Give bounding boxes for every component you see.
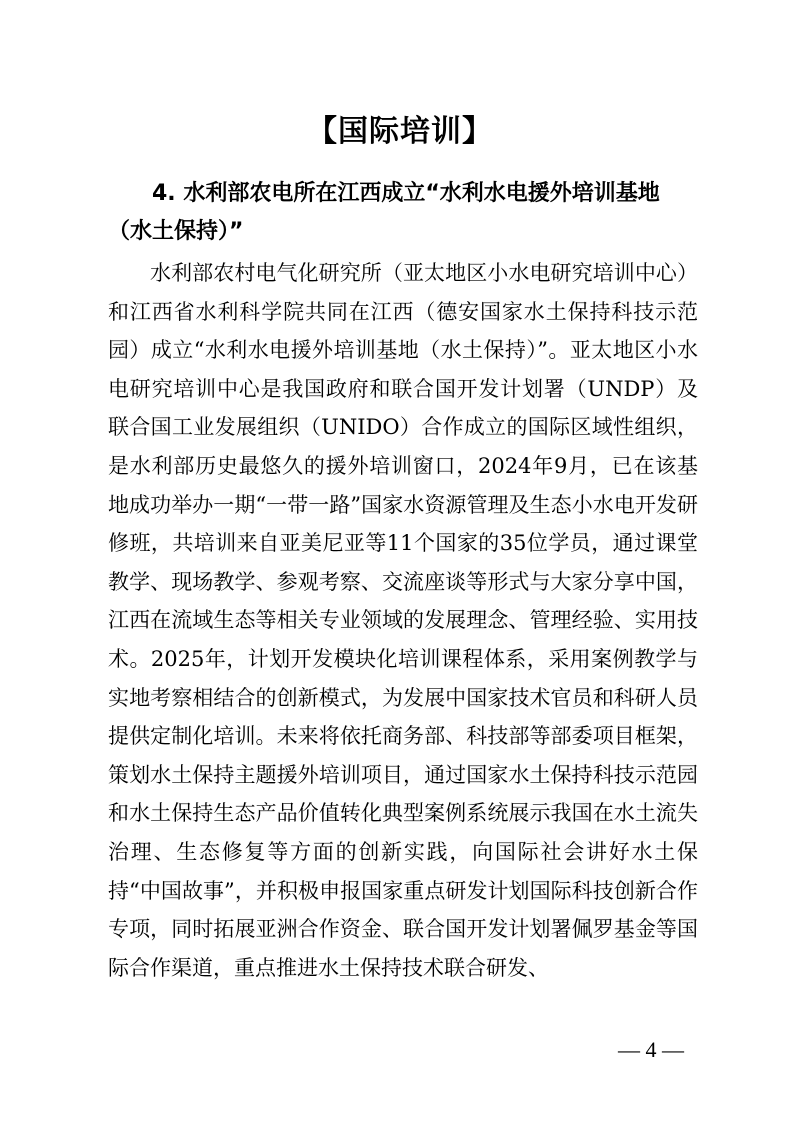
article-body: 水利部农村电气化研究所（亚太地区小水电研究培训中心）和江西省水利科学院共同在江西（德安国家水土保持科技示范园）成立“水利水电援外培训基地（水土保持）”。亚太地区小水电研究培训中心是我国政府和联合国开发计划署（UNDP）及联合国工业发展组织（UNIDO）合作成立的国际区域性组织，是水利部历史最悠久的援外培训窗口，2024年9月，已在该基地成功举办一期“一带一路”国家水资源管理及生态小水电开发研修班，共培训来自亚美尼亚等11个国家的35位学员，通过课堂教学、现场教学、参观考察、交流座谈等形式与大家分享中国，江西在流域生态等相关专业领域的发展理念、管理经验、实用技术。2025年，计划开发模块化培训课程体系，采用案例教学与实地考察相结合的创新模式，为发展中国家技术官员和科研人员提供定制化培训。未来将依托商务部、科技部等部委项目框架，策划水土保持主题援外培训项目，通过国家水土保持科技示范园和水土保持生态产品价值转化典型案例系统展示我国在水土流失治理、生态修复等方面的创新实践，向国际社会讲好水土保持“中国故事”，并积极申报国家重点研发计划国际科技创新合作专项，同时拓展亚洲合作资金、联合国开发计划署佩罗基金等国际合作渠道，重点推进水土保持技术联合研发、 [108, 261, 698, 980]
article-heading: 4. 水利部农电所在江西成立“水利水电援外培训基地（水土保持）” [108, 181, 660, 244]
section-title: 【国际培训】 [307, 114, 493, 149]
page-number: — 4 — [618, 1037, 684, 1062]
